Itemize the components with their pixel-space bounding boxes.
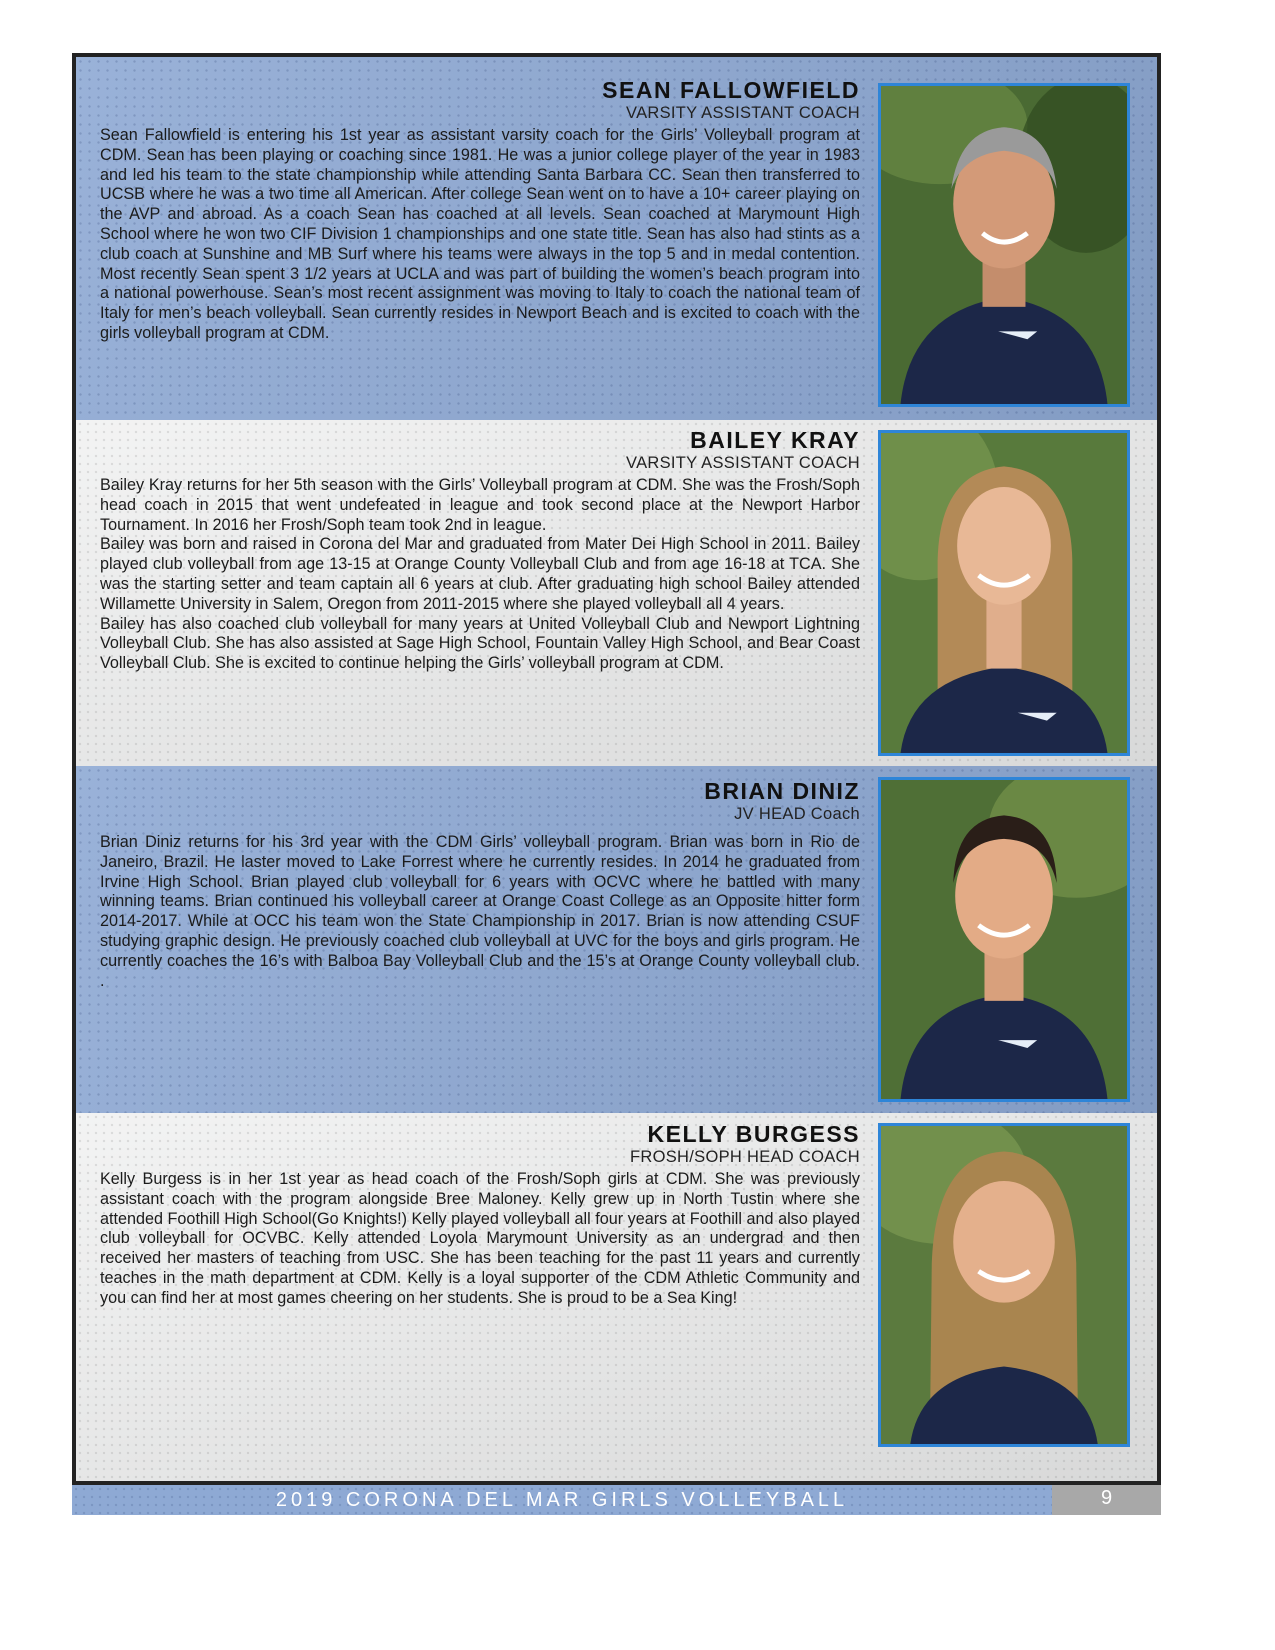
coach-bio: Kelly Burgess is in her 1st year as head coach of the Frosh/Soph girls at CDM. She was previously assistant coach with the program alongside Bree Maloney. Kelly grew up in North Tustin where she attended Foothill High School(Go Knights!) Kelly played volleyball all four years at Foothill and also played club volleyball for OCVBC. Kelly attended Loyola Marymount University as an undergrad and then received her masters of teaching from USC. She has been teaching for the past 11 years and currently teaches in the math department at CDM. Kelly is a loyal supporter of the CDM Athletic Community and you can find her at most games cheering on her students. She is proud to be a Sea King! [100,1170,860,1307]
page-frame [72,53,1161,1485]
coach-bio: Bailey Kray returns for her 5th season with the Girls’ Volleyball program at CDM. She was the Frosh/Soph head coach in 2015 that went undefeated in league and took second place at the Newport Harbor Tournament. In 2016 her Frosh/Soph team took 2nd in league. Bailey was born and raised in Corona del Mar and graduated from Mater Dei High School in 2011. Bailey played club volleyball from age 13-15 at Orange County Volleyball Club and from age 16-18 at TCA. She was the starting setter and team captain all 6 years at club. After graduating high school Bailey attended Willamette University in Salem, Oregon from 2011-2015 where she played volleyball all 4 years. Bailey has also coached club volleyball for many years at United Volleyball Club and Newport Lightning Volleyball Club. She has also assisted at Sage High School, Fountain Valley High School, and Bear Coast Volleyball Club. She is excited to continue helping the Girls’ volleyball program at CDM. [100,476,860,673]
coach-text [100,427,860,674]
coach-section-burgess [76,1113,1157,1485]
page-footer [72,1485,1161,1515]
coach-text [100,77,860,344]
page-number: 9 [1052,1485,1161,1515]
coach-photo [878,83,1130,407]
coach-role: VARSITY ASSISTANT COACH [626,454,860,472]
coach-role: VARSITY ASSISTANT COACH [626,104,860,122]
coach-name: SEAN FALLOWFIELD [602,77,860,103]
coach-text [100,778,860,991]
coach-name: BRIAN DINIZ [704,778,860,804]
coach-photo [878,1123,1130,1447]
coach-section-fallowfield [76,57,1157,420]
coach-name: KELLY BURGESS [647,1121,860,1147]
coach-photo [878,430,1130,756]
footer-title: 2019 CORONA DEL MAR GIRLS VOLLEYBALL [275,1489,849,1511]
coach-name: BAILEY KRAY [690,427,860,453]
coach-bio: Brian Diniz returns for his 3rd year with the CDM Girls’ volleyball program. Brian was born in Rio de Janeiro, Brazil. He laster moved to Lake Forrest where he currently resides. In 2014 he graduated from Irvine High School. Brian played club volleyball for 6 years with OCVC where he battled with many winning teams. Brian continued his volleyball career at Orange Coast College as an Opposite hitter form 2014-2017. While at OCC his team won the State Championship in 2017. Brian is now attending CSUF studying graphic design. He previously coached club volleyball at UVC for the boys and girls program. He currently coaches the 16’s with Balboa Bay Volleyball Club and the 15’s at Orange County volleyball club. . [100,833,860,990]
coach-section-kray [76,420,1157,766]
coach-section-diniz [76,766,1157,1113]
coach-bio: Sean Fallowfield is entering his 1st year as assistant varsity coach for the Girls’ Volleyball program at CDM. Sean has been playing or coaching since 1981. He was a junior college player of the year in 1983 and led his team to the state championship while attending Santa Barbara CC. Sean then transferred to UCSB where he was a two time all American. After college Sean went on to have a 10+ career playing on the AVP and abroad. As a coach Sean has coached at all levels. Sean coached at Marymount High School where he won two CIF Division 1 championships and one state title. Sean has also had stints as a club coach at Sunshine and MB Surf where his teams were always in the top 5 and in medal contention. Most recently Sean spent 3 1/2 years at UCLA and was part of building the women’s beach program into a national powerhouse. Sean’s most recent assignment was moving to Italy to coach the national team of Italy for men’s beach volleyball. Sean currently resides in Newport Beach and is excited to coach with the girls volleyball program at CDM. [100,126,860,342]
coach-text [100,1121,860,1309]
coach-photo [878,777,1130,1102]
coach-role: FROSH/SOPH HEAD COACH [630,1148,860,1166]
coach-role: JV HEAD Coach [734,805,860,823]
